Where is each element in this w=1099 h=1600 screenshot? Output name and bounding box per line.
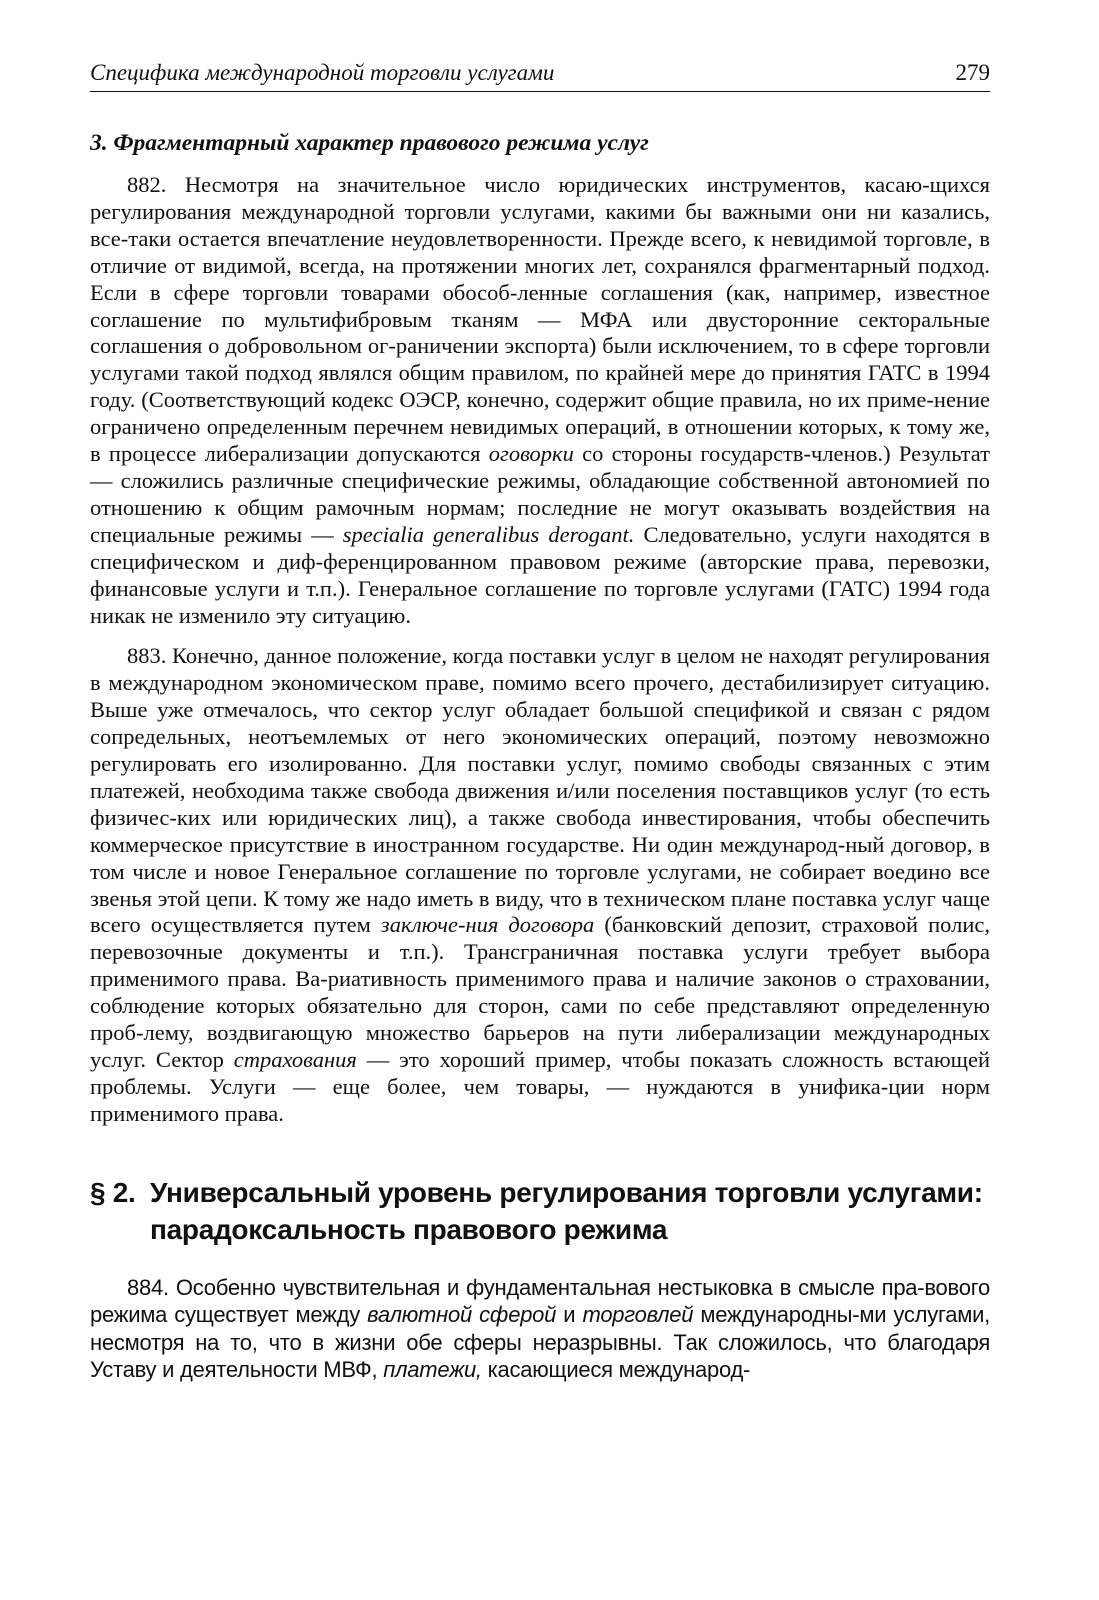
paragraph-text: — это хороший пример, чтобы показать сложность встающей проблемы. Услуги — еще более, чем товары, — нуждаются в унифика-ции норм применимого права. [90,1047,990,1126]
paragraph-number: 882. [127,172,167,197]
italic-term: страхования [233,1047,357,1072]
section-title: Универсальный уровень регулирования торговли услугами: парадоксальность правового режима [150,1176,983,1245]
italic-term: торговлей [582,1302,694,1328]
document-page [90,58,990,1384]
page-number: 279 [955,60,990,85]
paragraph-text: и [563,1302,576,1328]
section-heading [90,1174,990,1248]
italic-term: оговорки [488,441,574,467]
running-header [90,58,990,92]
paragraph-text: международны-ми услугами, несмотря на то, что в жизни обе сферы неразрывны. Так сложилось, что благодаря Уставу и деятельности МВФ, [90,1302,991,1383]
paragraph-text: со стороны государств-членов.) Результат — сложились различные специфические режимы, обладающие собственной автономией по отношению к общим рамочным нормам; последние не могут оказывать воздействия на специальные режимы — [90,441,990,547]
paragraph-text: (банковский депозит, страховой полис, перевозочные документы и т.п.). Трансграничная поставка услуги требует выбора применимого права. Ва-риативность применимого права и наличие законов о страховании, соблюдение которых обязательно для сторон, сами по себе представляют определенную проб-лему, воздвигающую множество барьеров на пути либерализации международных услуг. Сектор [90,912,991,1072]
paragraph-883 [90,643,990,1127]
running-title: Специфика международной торговли услугами [90,60,555,85]
paragraph-number: 884. [127,1274,169,1300]
paragraph-text: Конечно, данное положение, когда поставки услуг в целом не находят регулирования в международном экономическом праве, помимо всего прочего, дестабилизирует ситуацию. Выше уже отмечалось, что сектор услуг обладает большой спецификой и связан с рядом сопредельных, неотъемлемых от него экономических операций, поэтому невозможно регулировать его изолированно. Для поставки услуг, помимо свободы связанных с этим платежей, необходима также свобода движения и/или поселения поставщиков услуг (то есть физичес-ких или юридических лиц), а также свобода инвестирования, чтобы обеспечить коммерческое присутствие в иностранном государстве. Ни один международ-ный договор, в том числе и новое Генеральное соглашение по торговле услугами, не собирает воедино все звенья этой цепи. К тому же надо иметь в виду, что в техническом плане поставка услуг чаще всего осуществляется путем [90,643,990,938]
paragraph-text: Несмотря на значительное число юридических инструментов, касаю-щихся регулирования международной торговли услугами, какими бы важными они ни казались, все-таки остается впечатление неудовлетворенности. Прежде всего, к невидимой торговле, в отличие от видимой, всегда, на протяжении многих лет, сохранялся фрагментарный подход. Если в сфере торговли товарами обособ-ленные соглашения (как, например, известное соглашение по мультифибровым тканям — МФА или двусторонние секторальные соглашения о добровольном ог-раничении экспорта) были исключением, то в сфере торговли услугами такой подход являлся общим правилом, по крайней мере до принятия ГАТС в 1994 году. (Соответствующий кодекс ОЭСР, конечно, содержит общие правила, но их приме-нение ограничено определенным перечнем невидимых операций, в отношении которых, к тому же, в процессе либерализации допускаются [90,172,990,467]
italic-term: платежи, [383,1357,482,1383]
latin-maxim: specialia generalibus derogant. [342,521,635,547]
paragraph-number: 883. [127,643,167,669]
paragraph-884 [90,1274,990,1384]
paragraph-text: касающиеся международ- [487,1357,751,1383]
italic-term: заключе-ния договора [380,912,595,938]
italic-term: валютной сферой [367,1302,557,1328]
section-mark: § 2. [90,1176,136,1208]
paragraph-text: Следовательно, услуги находятся в специфическом и диф-ференцированном правовом режиме (авторские права, перевозки, финансовые услуги и т.п.). Генеральное соглашение по торговле услугами (ГАТС) 1994 года никак не изменило эту ситуацию. [90,521,991,628]
subsection-heading: 3. Фрагментарный характер правового режима услуг [90,130,649,156]
paragraph-882 [90,172,990,629]
paragraph-text: Особенно чувствительная и фундаментальная нестыковка в смысле пра-вового режима существует между [90,1274,990,1328]
